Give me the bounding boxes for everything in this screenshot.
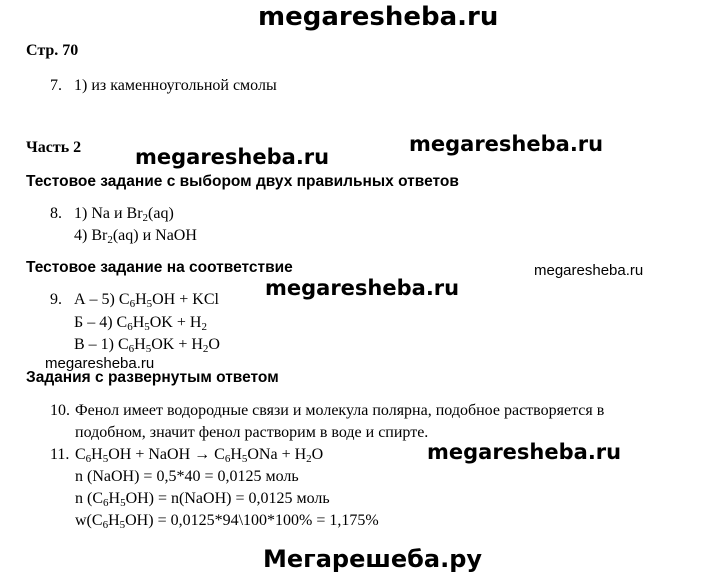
section-heading-two-answers: Тестовое задание с выбором двух правильных ответов bbox=[26, 173, 459, 190]
q11-line-naoh: n (NaOH) = 0,5*40 = 0,0125 моль bbox=[75, 468, 299, 485]
watermark-mid-left: megaresheba.ru bbox=[135, 145, 330, 169]
q8-answer-2: 4) $Br_2(aq)$ и NaOH bbox=[74, 227, 197, 246]
q10-answer-line-1: Фенол имеет водородные связи и молекула полярна, подобное растворяется в bbox=[75, 402, 605, 419]
watermark-lower-right: megaresheba.ru bbox=[427, 440, 622, 464]
q10-answer-line-2: подобном, значит фенол растворим в воде и спирте. bbox=[75, 424, 429, 441]
page-label: Стр. 70 bbox=[26, 42, 79, 59]
watermark-center: megaresheba.ru bbox=[265, 276, 460, 300]
q7-number: 7. bbox=[50, 77, 62, 94]
section-heading-extended: Задания с развернутым ответом bbox=[26, 369, 279, 386]
q9-answer-b: Б – 4) $C_6H_5OK + H_2$ bbox=[74, 314, 207, 333]
q9-number: 9. bbox=[50, 291, 62, 308]
watermark-top: megaresheba.ru bbox=[258, 2, 499, 32]
q10-number: 10. bbox=[50, 402, 70, 419]
q9-answer-c: В – 1) $C_6H_5OK + H_2O$ bbox=[74, 336, 220, 355]
q11-number: 11. bbox=[50, 446, 70, 463]
section-heading-matching: Тестовое задание на соответствие bbox=[26, 259, 293, 276]
q11-line-mass-fraction: $w(C_6H_5OH)$ = 0,0125*94\100*100% = 1,175% bbox=[75, 512, 379, 531]
q8-number: 8. bbox=[50, 205, 62, 222]
part-heading: Часть 2 bbox=[26, 139, 82, 156]
watermark-small-right: megaresheba.ru bbox=[534, 262, 644, 279]
q8-answer-1: 1) Na и $Br_2(aq)$ bbox=[74, 205, 174, 224]
watermark-mid-right: megaresheba.ru bbox=[409, 132, 604, 156]
footer-watermark: Мегарешеба.ру bbox=[263, 545, 483, 573]
q9-answer-a: А – 5) $C_6H_5OH$ + KCl bbox=[74, 291, 219, 310]
watermark-small-left: megaresheba.ru bbox=[45, 355, 155, 372]
q11-line-phenol-moles: n $(C_6H_5OH)$ = n(NaOH) = 0,0125 моль bbox=[75, 490, 330, 509]
q11-equation: $C_6H_5OH$ + NaOH → $C_6H_5ONa + H_2O$ bbox=[75, 446, 324, 465]
q7-answer: 1) из каменноугольной смолы bbox=[74, 77, 277, 94]
